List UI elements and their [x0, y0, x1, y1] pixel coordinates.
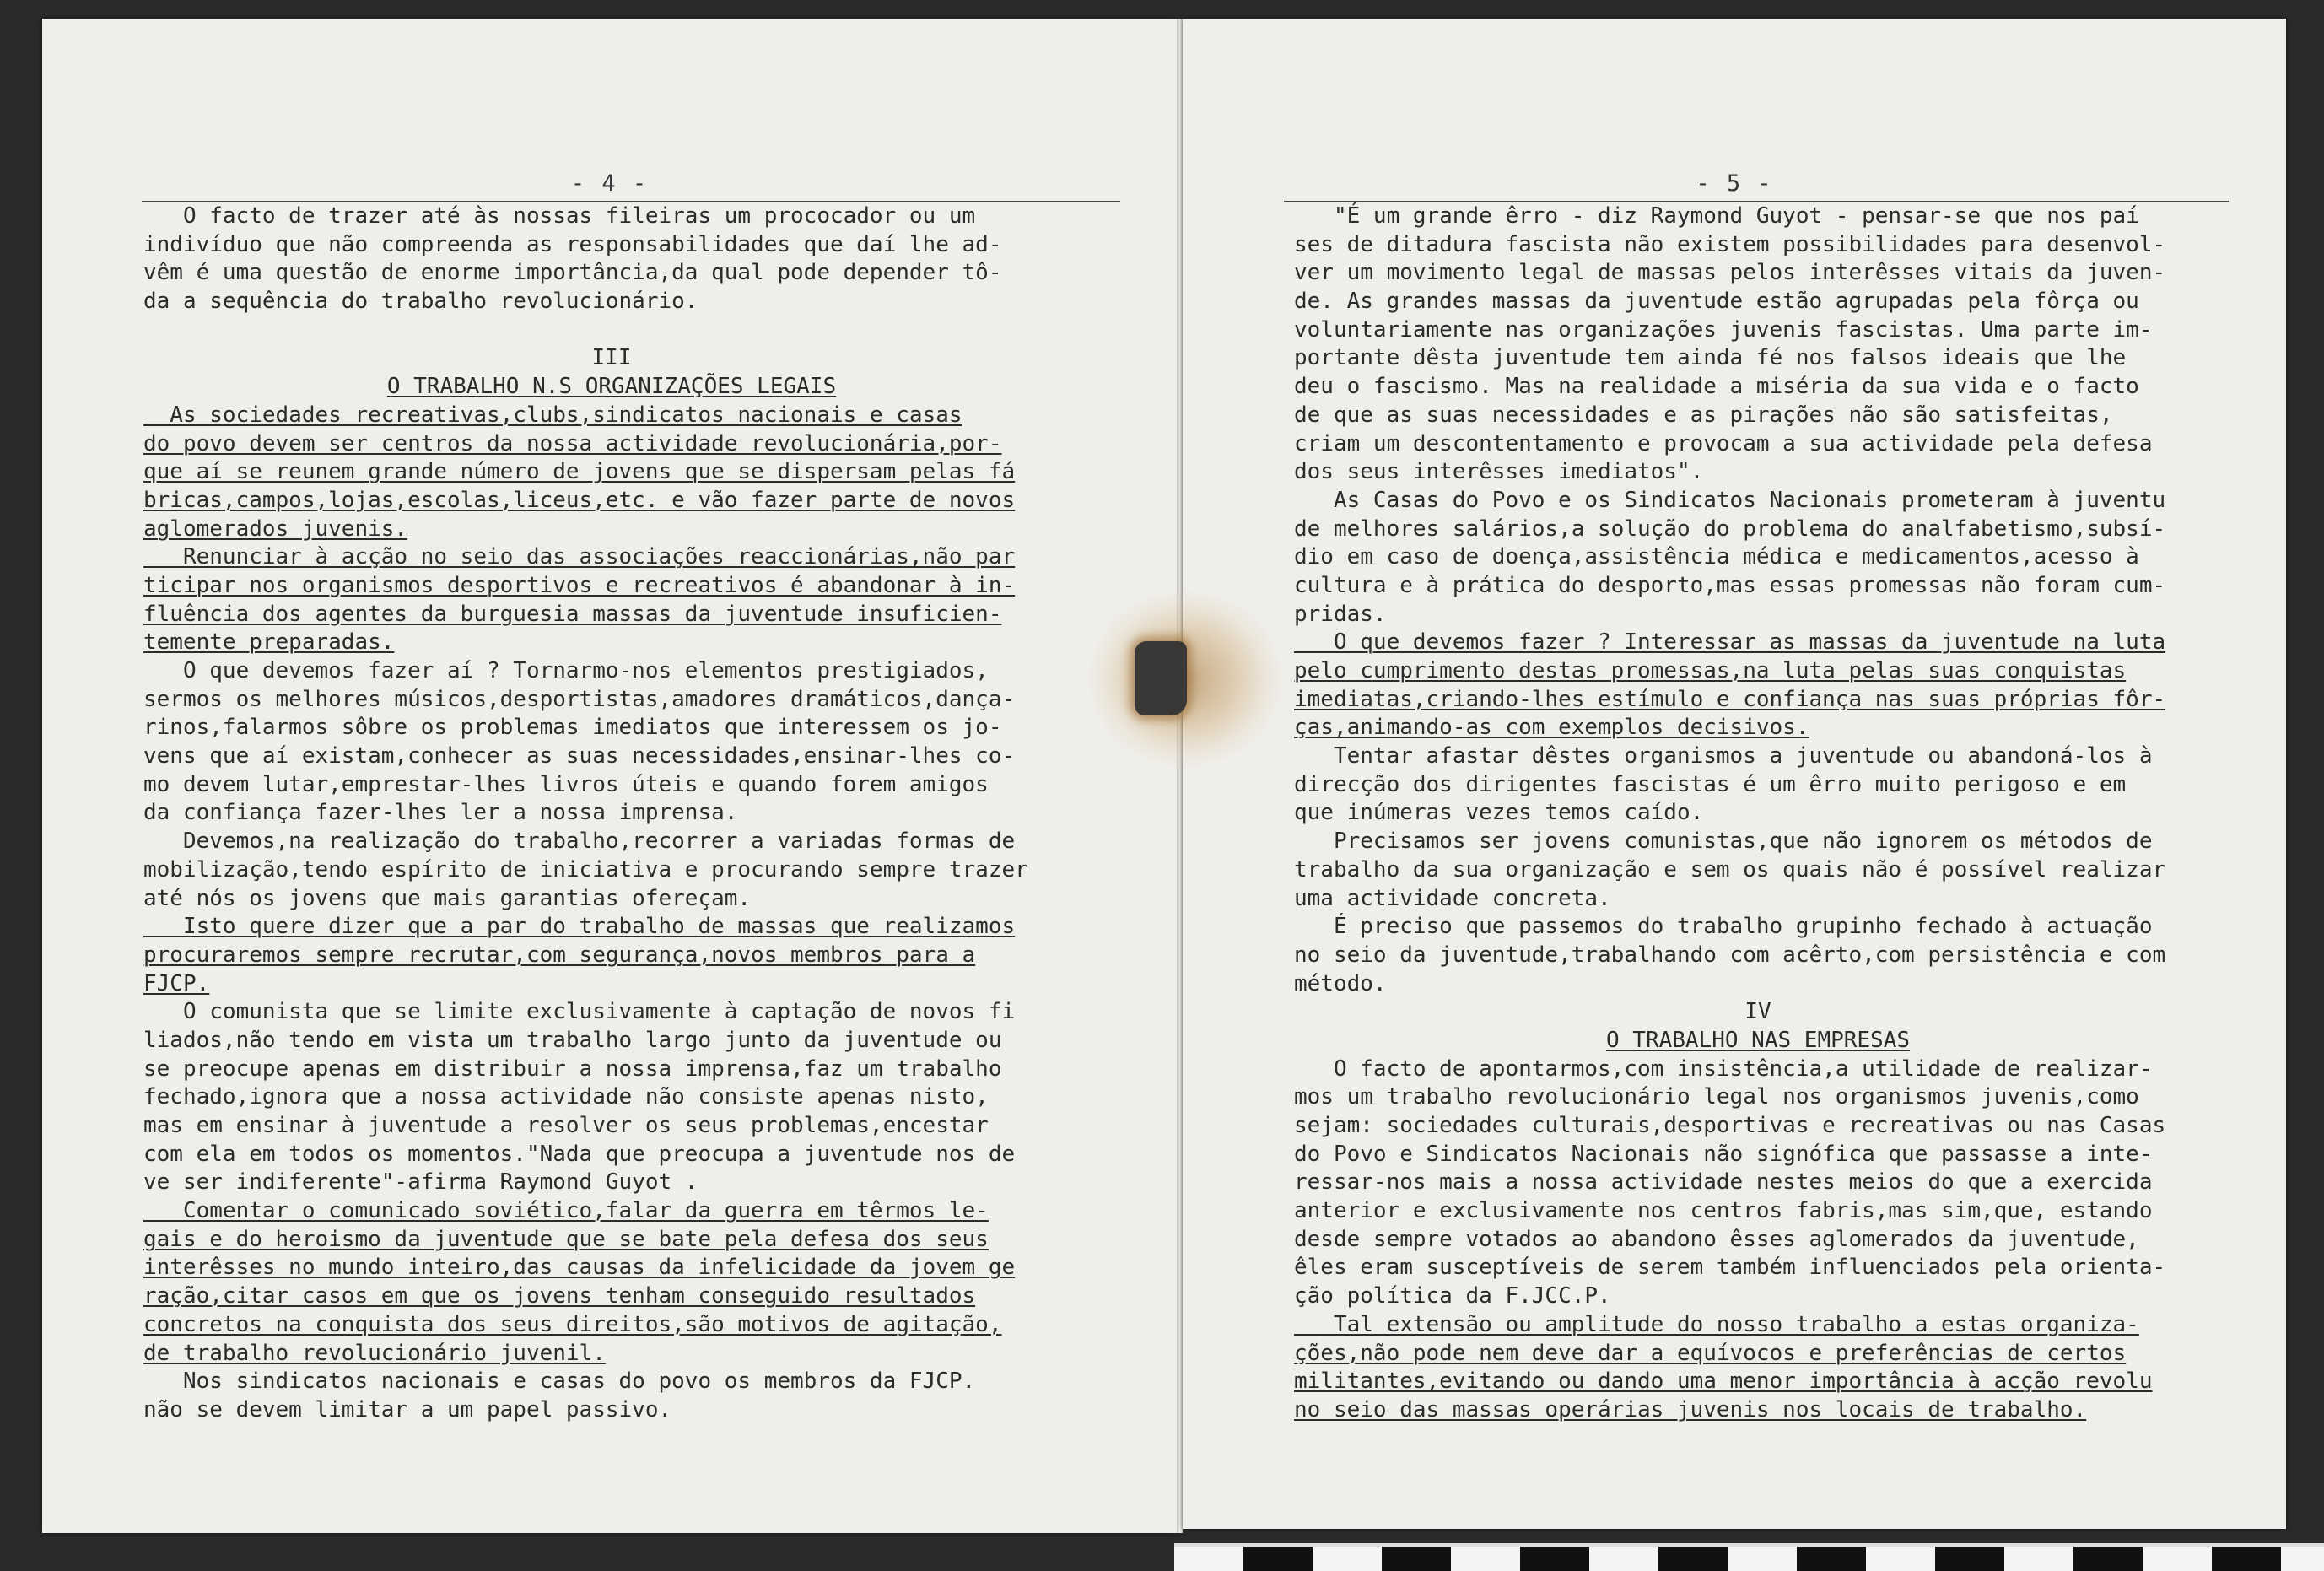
text-line: liados,não tendo em vista um trabalho largo junto da juventude ou — [143, 1027, 1002, 1053]
text-line: uma actividade concreta. — [1294, 885, 1611, 911]
text-line: ção política da F.JCC.P. — [1294, 1283, 1611, 1309]
text-line: até nós os jovens que mais garantias ofereçam. — [143, 885, 752, 911]
text-line: concretos na conquista dos seus direitos,são motivos de agitação, — [143, 1311, 1002, 1337]
text-line: do povo devem ser centros da nossa actividade revolucionária,por- — [143, 430, 1002, 456]
text-line: imediatas,criando-lhes estímulo e confiança nas suas próprias fôr- — [1294, 686, 2166, 712]
text-line: trabalho da sua organização e sem os quais não é possível realizar — [1294, 856, 2166, 883]
text-line: de. As grandes massas da juventude estão agrupadas pela fôrça ou — [1294, 289, 2139, 315]
text-line: O comunista que se limite exclusivamente à captação de novos fi — [143, 999, 1016, 1025]
text-line: cultura e à prática do desporto,mas essas promessas não foram cum- — [1294, 572, 2166, 598]
text-line: indivíduo que não compreenda as responsabilidades que daí lhe ad- — [143, 231, 1002, 257]
text-line: ve ser indiferente"-afirma Raymond Guyot . — [143, 1169, 698, 1196]
section-heading: O TRABALHO N.S ORGANIZAÇÕES LEGAIS — [386, 374, 837, 400]
text-line: sermos os melhores músicos,desportistas,amadores dramáticos,dança- — [143, 686, 1016, 712]
page-number: - 4 - — [570, 170, 649, 197]
text-line: com ela em todos os momentos."Nada que preocupa a juventude nos de — [143, 1141, 1016, 1167]
section-number: IV — [1744, 999, 1771, 1025]
text-line: ver um movimento legal de massas pelos interêsses vitais da juven- — [1294, 260, 2166, 286]
text-line: Devemos,na realização do trabalho,recorrer a variadas formas de — [143, 829, 1016, 855]
page-number: - 5 - — [1696, 170, 1773, 197]
text-line: de que as suas necessidades e as pirações não são satisfeitas, — [1294, 402, 2113, 428]
text-line: vêm é uma questão de enorme importância,da qual pode depender tô- — [143, 260, 1002, 286]
text-line: da confiança fazer-lhes ler a nossa imprensa. — [143, 800, 738, 826]
text-line: não se devem limitar a um papel passivo. — [143, 1396, 672, 1423]
text-line: aglomerados juvenis. — [143, 516, 408, 542]
text-line: ções,não pode nem deve dar a equívocos e preferências de certos — [1294, 1340, 2127, 1366]
text-line: criam um descontentamento e provocam a sua actividade pela defesa — [1294, 430, 2153, 456]
text-line: anterior e exclusivamente nos centros fabris,mas sim,que, estando — [1294, 1198, 2153, 1224]
text-line: ticipar nos organismos desportivos e recreativos é abandonar à in- — [143, 572, 1016, 598]
text-line: mas em ensinar à juventude a resolver os seus problemas,encestar — [143, 1113, 989, 1138]
section-heading: O TRABALHO NAS EMPRESAS — [1605, 1027, 1911, 1053]
text-line: que inúmeras vezes temos caído. — [1294, 800, 1704, 826]
text-line: Tentar afastar dêstes organismos a juventude ou abandoná-los à — [1294, 743, 2153, 769]
text-line: temente preparadas. — [143, 629, 395, 656]
text-line: voluntariamente nas organizações juvenis fascistas. Uma parte im- — [1294, 316, 2153, 343]
text-line: Comentar o comunicado soviético,falar da guerra em têrmos le- — [143, 1198, 989, 1224]
text-line: As sociedades recreativas,clubs,sindicatos nacionais e casas — [143, 402, 962, 428]
text-line: no seio da juventude,trabalhando com acêrto,com persistência e com — [1294, 942, 2166, 968]
text-line: pelo cumprimento destas promessas,na luta pelas suas conquistas — [1294, 658, 2127, 683]
text-line: rinos,falarmos sôbre os problemas imediatos que interessem os jo- — [143, 715, 1002, 741]
text-line: Isto quere dizer que a par do trabalho de massas que realizamos — [143, 914, 1016, 940]
text-line: direcção dos dirigentes fascistas é um êrro muito perigoso e em — [1294, 771, 2127, 797]
text-line: dio em caso de doença,assistência médica e medicamentos,acesso à — [1294, 544, 2139, 570]
text-line: mobilização,tendo espírito de iniciativa e procurando sempre trazer — [143, 856, 1028, 883]
text-line: É preciso que passemos do trabalho grupinho fechado à actuação — [1294, 914, 2153, 940]
text-line: ças,animando-as com exemplos decisivos. — [1294, 715, 1809, 741]
text-line: O que devemos fazer aí ? Tornarmo-nos elementos prestigiados, — [143, 658, 989, 683]
text-line: fechado,ignora que a nossa actividade não consiste apenas nisto, — [143, 1084, 989, 1110]
right-page — [1183, 19, 2286, 1529]
text-line: da a sequência do trabalho revolucionário. — [143, 289, 698, 315]
text-line: Tal extensão ou amplitude do nosso trabalho a estas organiza- — [1294, 1311, 2139, 1337]
color-scale-bar — [1174, 1547, 2324, 1571]
text-line: ração,citar casos em que os jovens tenham conseguido resultados — [143, 1283, 976, 1309]
text-line: "É um grande êrro - diz Raymond Guyot - pensar-se que nos paí — [1294, 203, 2139, 229]
text-line: ressar-nos mais a nossa actividade nestes meios do que a exercida — [1294, 1169, 2153, 1196]
text-line: sejam: sociedades culturais,desportivas e recreativas ou nas Casas — [1294, 1113, 2166, 1138]
left-page — [42, 19, 1177, 1533]
text-line — [143, 316, 1080, 345]
text-line: mos um trabalho revolucionário legal nos organismos juvenis,como — [1294, 1084, 2139, 1110]
text-line: de trabalho revolucionário juvenil. — [143, 1340, 606, 1366]
body-text — [1294, 202, 2222, 1425]
text-line: desde sempre votados ao abandono êsses aglomerados da juventude, — [1294, 1226, 2139, 1252]
text-line: interêsses no mundo inteiro,das causas da infelicidade da jovem ge — [143, 1255, 1016, 1281]
paper-hole — [1135, 641, 1187, 715]
text-line: se preocupe apenas em distribuir a nossa imprensa,faz um trabalho — [143, 1055, 1002, 1082]
text-line: Precisamos ser jovens comunistas,que não ignorem os métodos de — [1294, 829, 2153, 855]
text-line: militantes,evitando ou dando uma menor importância à acção revolu — [1294, 1369, 2153, 1395]
text-line: pridas. — [1294, 601, 1387, 627]
book-spine — [1177, 19, 1183, 1533]
text-line: bricas,campos,lojas,escolas,liceus,etc. e vão fazer parte de novos — [143, 487, 1016, 513]
text-line: êles eram susceptíveis de serem também influenciados pela orienta- — [1294, 1255, 2166, 1281]
text-line: mo devem lutar,emprestar-lhes livros úteis e quando forem amigos — [143, 771, 989, 797]
text-line: procuraremos sempre recrutar,com segurança,novos membros para a — [143, 942, 976, 968]
section-number: III — [591, 345, 632, 371]
text-line: gais e do heroismo da juventude que se bate pela defesa dos seus — [143, 1226, 989, 1252]
text-line: que aí se reunem grande número de jovens que se dispersam pelas fá — [143, 459, 1016, 485]
text-line: de melhores salários,a solução do problema do analfabetismo,subsí- — [1294, 516, 2166, 542]
text-line: dos seus interêsses imediatos". — [1294, 459, 1704, 485]
text-line: do Povo e Sindicatos Nacionais não signófica que passasse a inte- — [1294, 1141, 2153, 1167]
text-line: FJCP. — [143, 970, 210, 996]
text-line: no seio das massas operárias juvenis nos locais de trabalho. — [1294, 1396, 2087, 1423]
body-text — [143, 202, 1080, 1425]
text-line: O que devemos fazer ? Interessar as massas da juventude na luta — [1294, 629, 2166, 656]
text-line: O facto de trazer até às nossas fileiras um prococador ou um — [143, 203, 976, 229]
text-line: Renunciar à acção no seio das associações reaccionárias,não par — [143, 544, 1016, 570]
text-line: deu o fascismo. Mas na realidade a miséria da sua vida e o facto — [1294, 374, 2139, 400]
text-line: O facto de apontarmos,com insistência,a utilidade de realizar- — [1294, 1055, 2153, 1082]
text-line: portante dêsta juventude tem ainda fé nos falsos ideais que lhe — [1294, 345, 2127, 371]
text-line: vens que aí existam,conhecer as suas necessidades,ensinar-lhes co- — [143, 743, 1016, 769]
text-line: método. — [1294, 970, 1387, 996]
text-line: As Casas do Povo e os Sindicatos Nacionais prometeram à juventu — [1294, 487, 2166, 513]
text-line: ses de ditadura fascista não existem possibilidades para desenvol- — [1294, 231, 2166, 257]
text-line: Nos sindicatos nacionais e casas do povo os membros da FJCP. — [143, 1369, 976, 1395]
text-line: fluência dos agentes da burguesia massas da juventude insuficien- — [143, 601, 1002, 627]
